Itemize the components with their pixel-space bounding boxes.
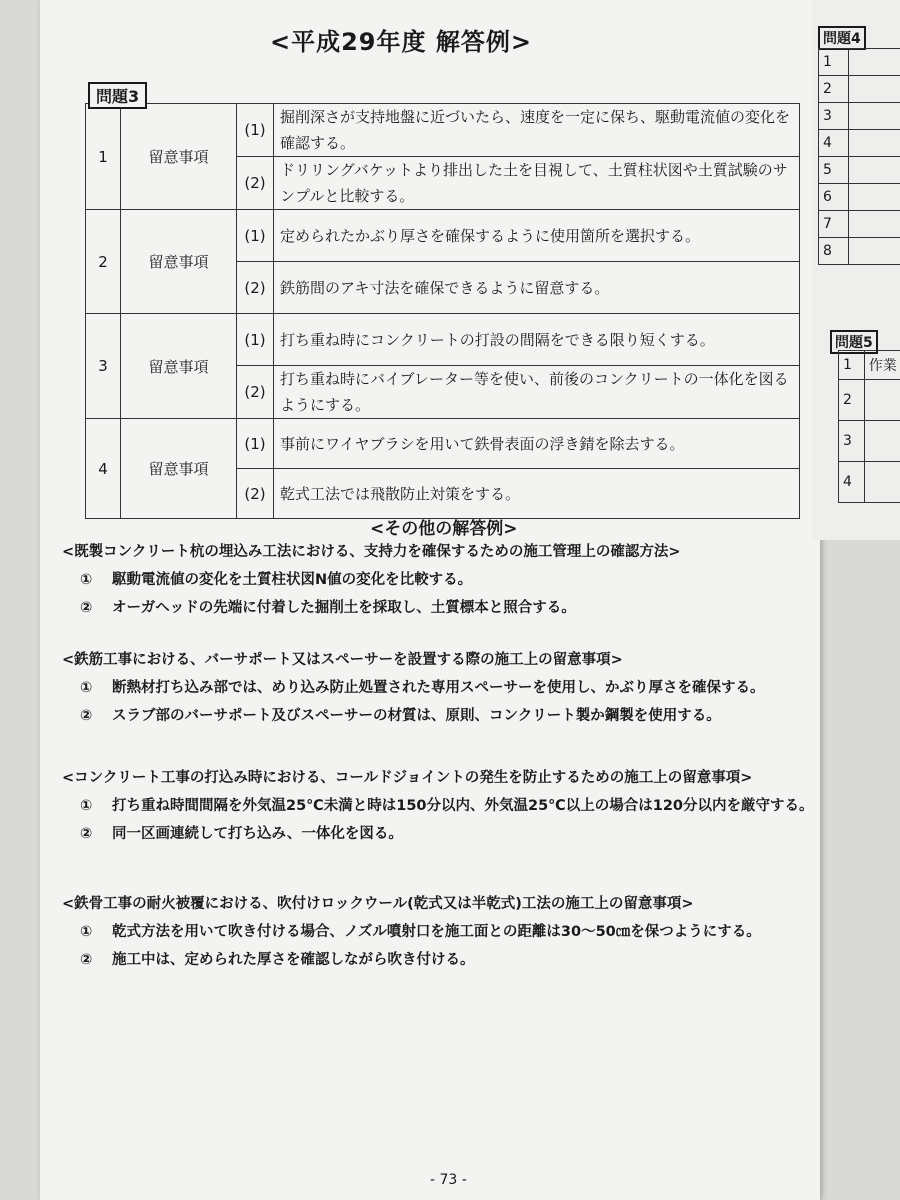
answer-sub-number: (2) bbox=[237, 157, 274, 210]
other-answers-title: <その他の解答例> bbox=[370, 519, 518, 539]
answer-text: 掘削深さが支持地盤に近づいたら、速度を一定に保ち、駆動電流値の変化を確認する。 bbox=[274, 104, 800, 157]
side-row-blank bbox=[849, 130, 900, 157]
entry-text: オーガヘッドの先端に付着した掘削土を採取し、土質標本と照合する。 bbox=[112, 600, 576, 616]
row-number: 2 bbox=[86, 210, 121, 314]
side-row-blank bbox=[849, 49, 900, 76]
side-row-number: 7 bbox=[819, 211, 849, 238]
side-row bbox=[819, 184, 900, 211]
other-answer-section bbox=[62, 892, 822, 974]
entry-text: 施工中は、定められた厚さを確認しながら吹き付ける。 bbox=[112, 952, 475, 968]
answer-row bbox=[86, 419, 800, 469]
entry-text: 打ち重ね時間間隔を外気温25℃未満と時は150分以内、外気温25℃以上の場合は120分以内を厳守する。 bbox=[112, 798, 814, 814]
side-row-blank bbox=[849, 238, 900, 265]
side-row-blank bbox=[849, 184, 900, 211]
entry-marker: ① bbox=[80, 924, 93, 940]
adjacent-page bbox=[812, 0, 900, 540]
answer-text: 定められたかぶり厚さを確保するように使用箇所を選択する。 bbox=[274, 210, 800, 262]
side-row bbox=[819, 130, 900, 157]
entry-text: 同一区画連続して打ち込み、一体化を図る。 bbox=[112, 826, 403, 842]
side-row-blank bbox=[864, 421, 900, 462]
section-entry bbox=[62, 946, 822, 974]
answer-row bbox=[86, 104, 800, 157]
question-4-table bbox=[818, 48, 900, 265]
question-3-label: 問題3 bbox=[88, 82, 147, 109]
entry-text: 乾式方法を用いて吹き付ける場合、ノズル噴射口を施工面との距離は30～50㎝を保つようにする。 bbox=[112, 924, 761, 940]
row-item: 留意事項 bbox=[121, 210, 237, 314]
section-entry bbox=[62, 792, 822, 820]
row-item: 留意事項 bbox=[121, 104, 237, 210]
answer-sub-number: (2) bbox=[237, 469, 274, 519]
section-heading: <鉄骨工事の耐火被覆における、吹付けロックウール(乾式又は半乾式)工法の施工上の留意事項> bbox=[62, 896, 694, 912]
side-row bbox=[819, 76, 900, 103]
answer-sub-number: (2) bbox=[237, 366, 274, 419]
side-row bbox=[819, 238, 900, 265]
section-heading: <鉄筋工事における、バーサポート又はスペーサーを設置する際の施工上の留意事項> bbox=[62, 652, 623, 668]
side-row bbox=[839, 421, 900, 462]
side-row-number: 1 bbox=[819, 49, 849, 76]
entry-text: スラブ部のバーサポート及びスペーサーの材質は、原則、コンクリート製か鋼製を使用する。 bbox=[112, 708, 721, 724]
entry-text: 断熱材打ち込み部では、めり込み防止処置された専用スペーサーを使用し、かぶり厚さを確保する。 bbox=[112, 680, 765, 696]
side-row-number: 4 bbox=[819, 130, 849, 157]
side-row-blank bbox=[864, 380, 900, 421]
entry-text: 駆動電流値の変化を土質柱状図N値の変化を比較する。 bbox=[112, 572, 473, 588]
section-heading: <既製コンクリート杭の埋込み工法における、支持力を確保するための施工管理上の確認方法> bbox=[62, 544, 681, 560]
side-row-number: 8 bbox=[819, 238, 849, 265]
question-5-label: 問題5 bbox=[830, 330, 878, 354]
side-row bbox=[839, 351, 900, 380]
page-number: - 73 - bbox=[430, 1172, 467, 1188]
answer-sub-number: (1) bbox=[237, 104, 274, 157]
question-4-label: 問題4 bbox=[818, 26, 866, 50]
side-row bbox=[839, 462, 900, 503]
answer-sub-number: (1) bbox=[237, 314, 274, 366]
side-row-number: 3 bbox=[839, 421, 865, 462]
answer-text: 打ち重ね時にコンクリートの打設の間隔をできる限り短くする。 bbox=[274, 314, 800, 366]
entry-marker: ① bbox=[80, 680, 93, 696]
row-item: 留意事項 bbox=[121, 419, 237, 519]
answer-text: 乾式工法では飛散防止対策をする。 bbox=[274, 469, 800, 519]
entry-marker: ① bbox=[80, 798, 93, 814]
answer-text: ドリリングバケットより排出した土を目視して、土質柱状図や土質試験のサンプルと比較する。 bbox=[274, 157, 800, 210]
side-row-blank bbox=[849, 103, 900, 130]
side-row-number: 2 bbox=[819, 76, 849, 103]
other-answer-section bbox=[62, 648, 822, 730]
answer-table bbox=[85, 103, 800, 519]
entry-marker: ② bbox=[80, 708, 93, 724]
side-row-number: 2 bbox=[839, 380, 865, 421]
section-entry bbox=[62, 820, 822, 848]
side-row-number: 5 bbox=[819, 157, 849, 184]
section-entry bbox=[62, 594, 822, 622]
other-answer-section bbox=[62, 540, 822, 622]
row-item: 留意事項 bbox=[121, 314, 237, 419]
side-row-blank bbox=[849, 157, 900, 184]
answer-text: 鉄筋間のアキ寸法を確保できるように留意する。 bbox=[274, 262, 800, 314]
entry-marker: ② bbox=[80, 952, 93, 968]
other-answer-section bbox=[62, 766, 822, 848]
answer-text: 打ち重ね時にバイブレーター等を使い、前後のコンクリートの一体化を図るようにする。 bbox=[274, 366, 800, 419]
row-number: 3 bbox=[86, 314, 121, 419]
side-row bbox=[819, 157, 900, 184]
answer-row bbox=[86, 210, 800, 262]
side-row-number: 1 bbox=[839, 351, 865, 380]
answer-sub-number: (1) bbox=[237, 210, 274, 262]
page-title: <平成29年度 解答例> bbox=[270, 28, 532, 56]
section-entry bbox=[62, 918, 822, 946]
side-row-blank: 作業 bbox=[864, 351, 900, 380]
section-entry bbox=[62, 566, 822, 594]
side-row-number: 3 bbox=[819, 103, 849, 130]
row-number: 1 bbox=[86, 104, 121, 210]
side-row bbox=[819, 211, 900, 238]
answer-text: 事前にワイヤブラシを用いて鉄骨表面の浮き錆を除去する。 bbox=[274, 419, 800, 469]
entry-marker: ① bbox=[80, 572, 93, 588]
side-row bbox=[819, 49, 900, 76]
answer-sub-number: (1) bbox=[237, 419, 274, 469]
answer-row bbox=[86, 314, 800, 366]
side-row bbox=[819, 103, 900, 130]
section-heading: <コンクリート工事の打込み時における、コールドジョイントの発生を防止するための施工上の留意事項> bbox=[62, 770, 753, 786]
side-row-number: 6 bbox=[819, 184, 849, 211]
side-row-number: 4 bbox=[839, 462, 865, 503]
section-entry bbox=[62, 702, 822, 730]
row-number: 4 bbox=[86, 419, 121, 519]
question-5-table bbox=[838, 350, 900, 503]
entry-marker: ② bbox=[80, 826, 93, 842]
side-row bbox=[839, 380, 900, 421]
side-row-blank bbox=[849, 76, 900, 103]
entry-marker: ② bbox=[80, 600, 93, 616]
side-row-blank bbox=[864, 462, 900, 503]
section-entry bbox=[62, 674, 822, 702]
side-row-blank bbox=[849, 211, 900, 238]
answer-sub-number: (2) bbox=[237, 262, 274, 314]
